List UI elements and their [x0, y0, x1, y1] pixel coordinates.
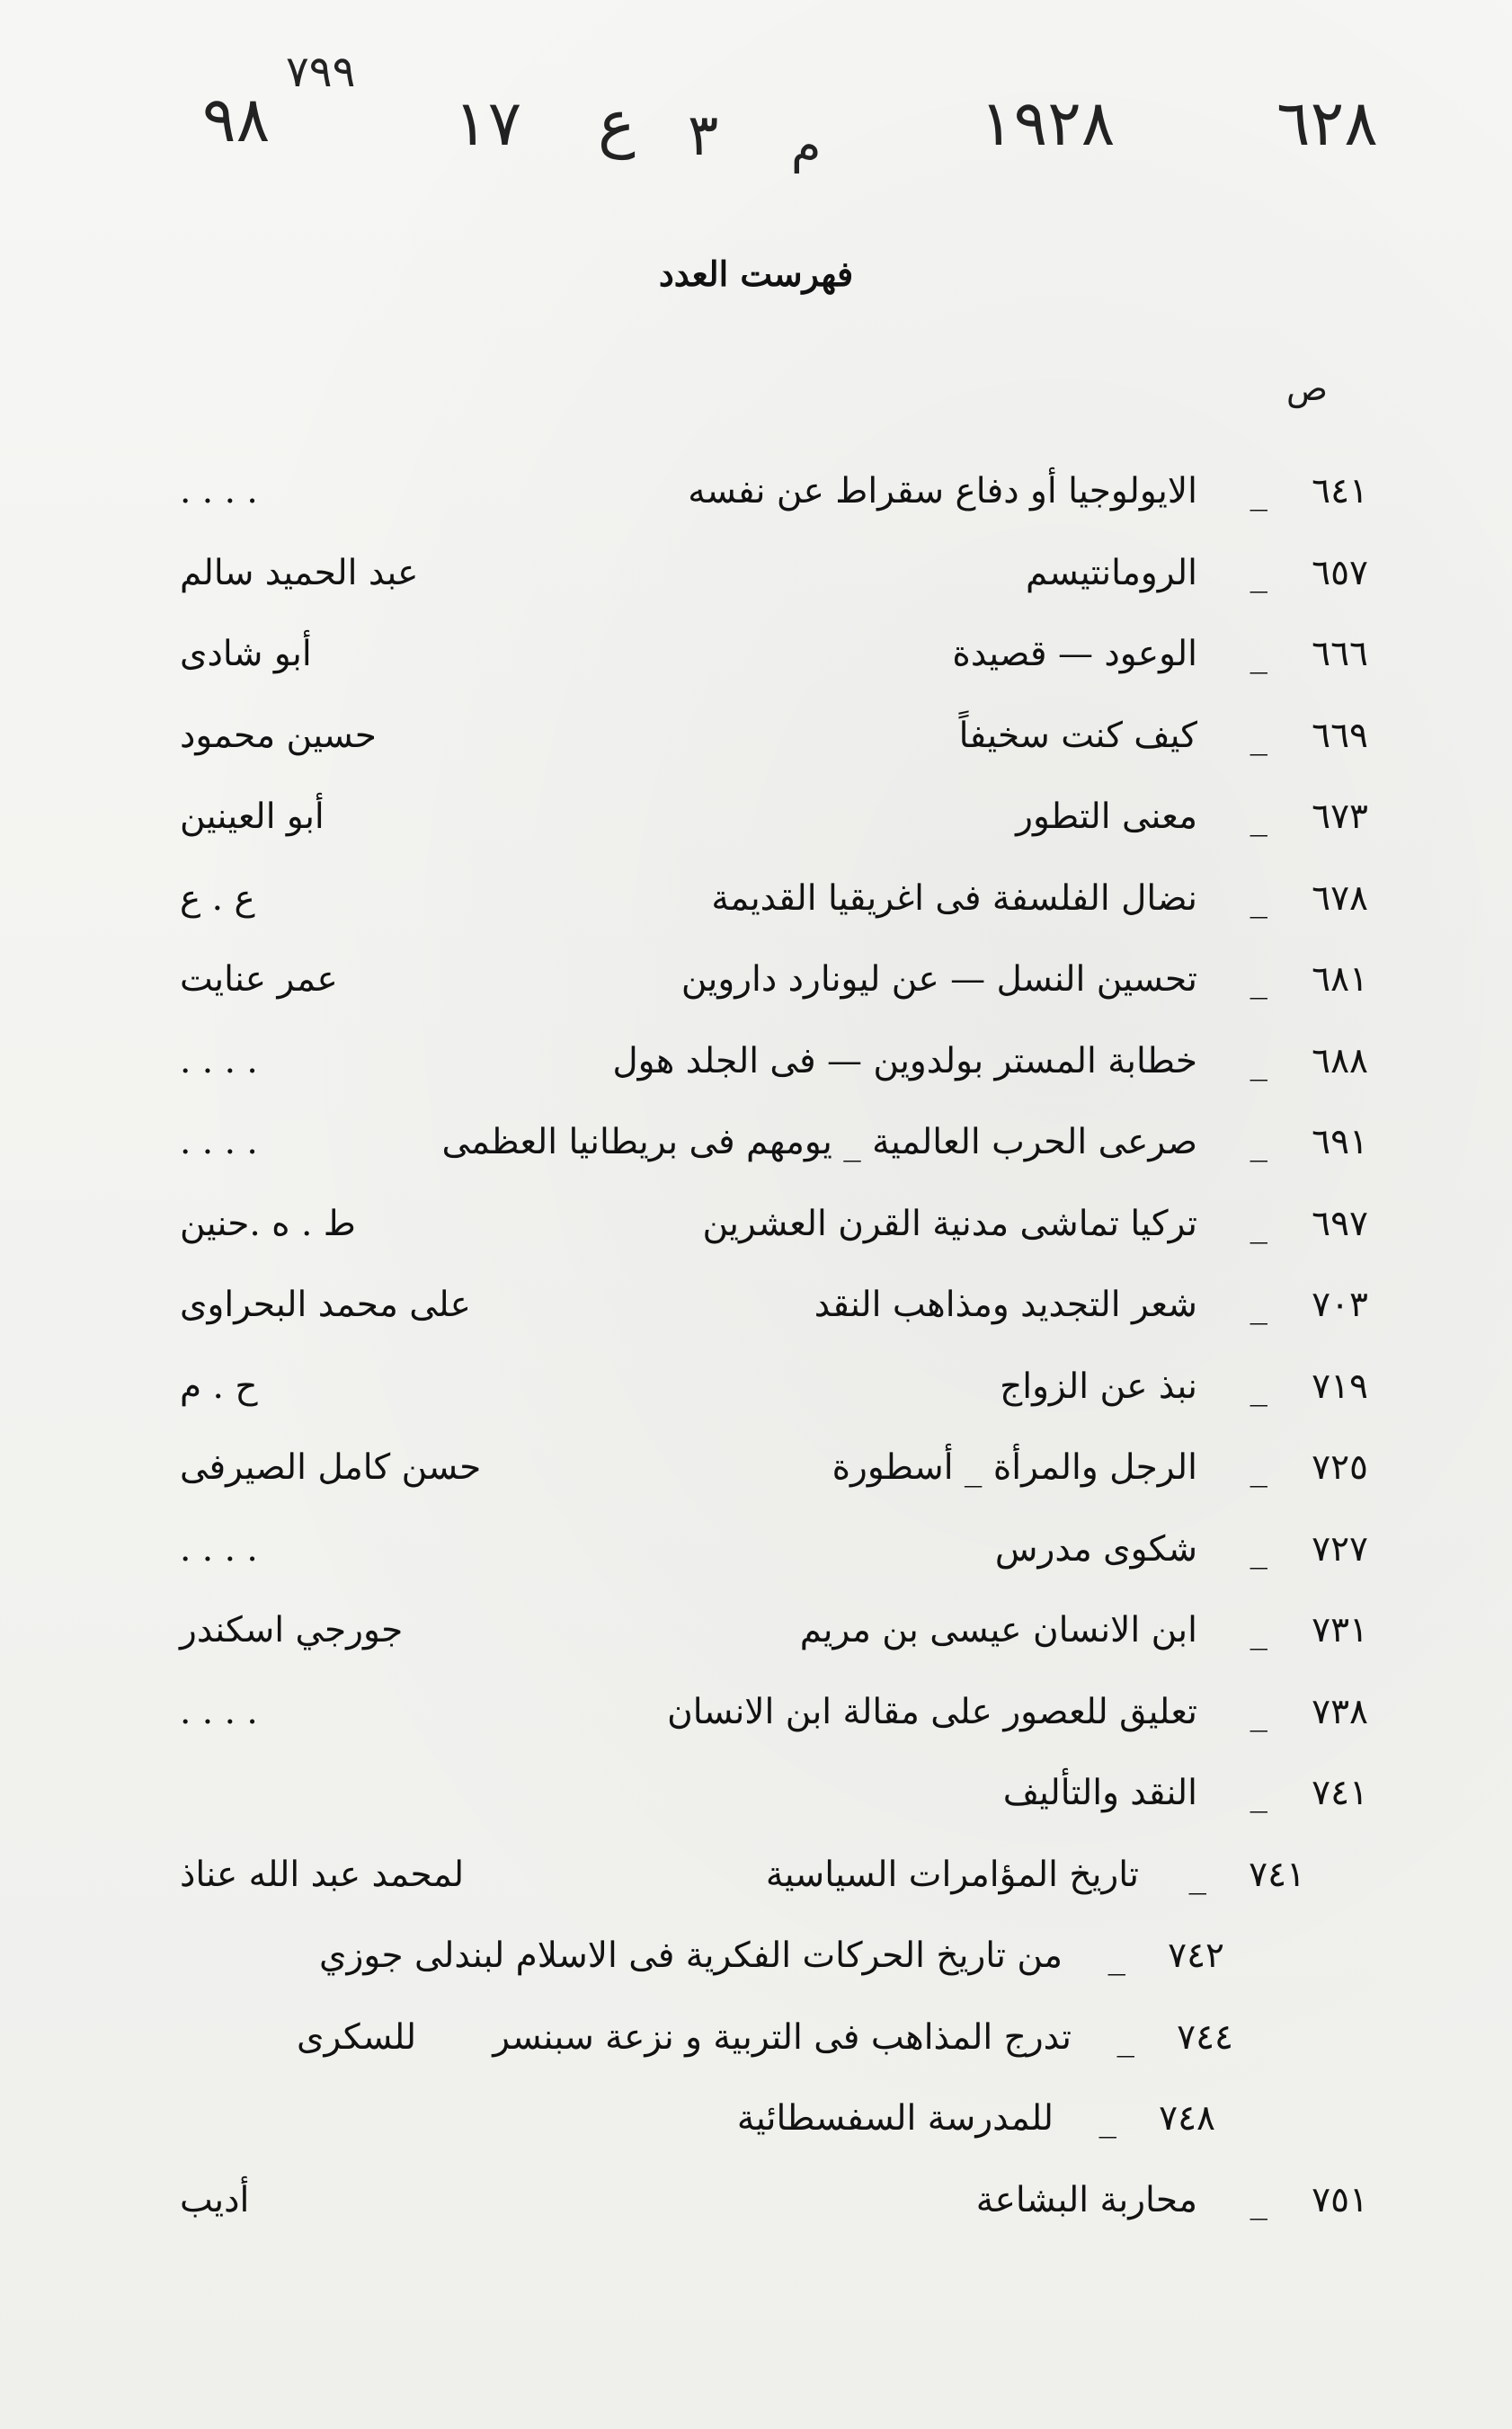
contents-entry [180, 2167, 1368, 2249]
entry-dash: _ [1250, 1691, 1267, 1732]
entry-page-number: ٦٧٨ [1312, 877, 1368, 919]
contents-entry [180, 1272, 1368, 1354]
entry-page-number: ٧٢٧ [1312, 1528, 1368, 1570]
entry-author: . . . . [180, 1691, 258, 1732]
entry-title: نضال الفلسفة فى اغريقيا القديمة [711, 877, 1197, 919]
entry-title: ابن الانسان عيسى بن مريم [799, 1610, 1197, 1650]
entry-title: كيف كنت سخيفاً [958, 715, 1197, 756]
entry-title: للمدرسة السفسطائية [736, 2098, 1054, 2139]
entry-title: تركيا تماشى مدنية القرن العشرين [702, 1203, 1197, 1244]
contents-entry [180, 1760, 1368, 1842]
contents-entry [180, 621, 1368, 703]
entry-title: من تاريخ الحركات الفكرية فى الاسلام لبندلى جوزي [318, 1935, 1063, 1976]
entry-dash: _ [1116, 2016, 1134, 2058]
handwritten-note-a: ٩٨ [202, 83, 271, 156]
entry-author: حسين محمود [180, 715, 377, 756]
handwritten-note-year: ١٩٢٨ [980, 86, 1116, 160]
handwritten-note-c: ع [598, 86, 636, 160]
entry-page-number: ٧١٩ [1312, 1366, 1368, 1407]
entry-dash: _ [1250, 634, 1267, 674]
contents-entry [180, 1109, 1368, 1191]
entry-title: تاريخ المؤامرات السياسية [765, 1854, 1139, 1895]
contents-entry [180, 1517, 1368, 1598]
entry-page-number: ٦٧٣ [1312, 796, 1368, 837]
entry-author: ح . م [180, 1366, 258, 1407]
contents-entry [180, 2005, 1368, 2086]
contents-entry [180, 1842, 1368, 1924]
entry-title: خطابة المستر بولدوين — فى الجلد هول [612, 1040, 1197, 1081]
entry-dash: _ [1188, 1854, 1206, 1895]
entry-dash: _ [1250, 1610, 1267, 1650]
entry-author: ط . ه .حنين [180, 1203, 356, 1244]
entry-title: النقد والتأليف [1002, 1773, 1197, 1813]
entry-dash: _ [1250, 1366, 1267, 1407]
entry-page-number: ٧٤١ [1249, 1854, 1305, 1895]
entry-title: معنى التطور [1016, 796, 1197, 837]
entry-dash: _ [1250, 877, 1267, 919]
entry-title: تحسين النسل — عن ليونارد داروين [680, 959, 1197, 1000]
entry-dash: _ [1250, 1528, 1267, 1570]
entry-page-number: ٦٩١ [1312, 1122, 1368, 1162]
entry-dash: _ [1250, 1773, 1267, 1813]
entry-title: الرجل والمرأة _ أسطورة [832, 1447, 1197, 1488]
entry-dash: _ [1250, 1040, 1267, 1081]
entry-dash: _ [1250, 715, 1267, 756]
entry-dash: _ [1250, 1447, 1267, 1488]
contents-entry [180, 1923, 1368, 2005]
contents-entry [180, 1191, 1368, 1273]
entry-author: . . . . [180, 471, 258, 512]
entry-page-number: ٦٦٦ [1312, 634, 1368, 674]
entry-page-number: ٧٥١ [1312, 2179, 1368, 2220]
entry-title: نبذ عن الزواج [1000, 1366, 1197, 1407]
entry-author: أبو شادى [180, 634, 312, 674]
entry-page-number: ٧٣٨ [1312, 1691, 1368, 1732]
entry-dash: _ [1250, 1122, 1267, 1162]
handwritten-note-g: ٦٢٨ [1276, 86, 1378, 160]
contents-entry [180, 458, 1368, 540]
handwritten-note-e: م [791, 117, 822, 174]
entry-author: جورجي اسكندر [180, 1610, 404, 1650]
entry-author: ع . ع [180, 877, 255, 919]
entry-dash: _ [1107, 1935, 1125, 1976]
entry-author: للسكرى [297, 2016, 417, 2058]
entry-author: . . . . [180, 1528, 258, 1570]
contents-entry [180, 1597, 1368, 1679]
contents-entry [180, 540, 1368, 622]
contents-entry [180, 866, 1368, 948]
entry-title: محاربة البشاعة [975, 2179, 1197, 2220]
page-title: فهرست العدد [658, 254, 854, 294]
contents-entry [180, 1435, 1368, 1517]
entry-page-number: ٧٤٤ [1177, 2016, 1233, 2058]
contents-entry [180, 947, 1368, 1028]
entry-title: الرومانتيسم [1026, 552, 1197, 593]
entry-dash: _ [1250, 552, 1267, 593]
entry-title: صرعى الحرب العالمية _ يومهم فى بريطانيا العظمى [441, 1122, 1197, 1162]
entry-page-number: ٧٣١ [1312, 1610, 1368, 1650]
entry-title: الوعود — قصيدة [952, 634, 1197, 674]
entry-page-number: ٧٤١ [1312, 1773, 1368, 1813]
entry-page-number: ٧٤٢ [1168, 1935, 1224, 1976]
entry-dash: _ [1250, 1285, 1267, 1325]
entry-author: . . . . [180, 1122, 258, 1162]
entry-page-number: ٦٩٧ [1312, 1203, 1368, 1244]
entry-title: تعليق للعصور على مقالة ابن الانسان [667, 1691, 1197, 1732]
entry-page-number: ٦٨٨ [1312, 1040, 1368, 1081]
entry-dash: _ [1098, 2098, 1116, 2139]
contents-list [180, 458, 1368, 2248]
entry-dash: _ [1250, 2179, 1267, 2220]
entry-page-number: ٧٤٨ [1159, 2098, 1215, 2139]
entry-page-number: ٧٢٥ [1312, 1447, 1368, 1488]
handwritten-note-b: ١٧ [454, 86, 522, 160]
entry-author: أديب [180, 2179, 250, 2220]
contents-entry [180, 1354, 1368, 1436]
entry-title: الايولوجيا أو دفاع سقراط عن نفسه [688, 471, 1197, 512]
contents-entry [180, 1028, 1368, 1110]
handwritten-note-small: ٧٩٩ [286, 47, 356, 97]
entry-page-number: ٧٠٣ [1312, 1285, 1368, 1325]
contents-entry [180, 1679, 1368, 1761]
entry-title: شكوى مدرس [994, 1528, 1197, 1570]
entry-author: أبو العينين [180, 796, 325, 837]
entry-author: على محمد البحراوى [180, 1285, 471, 1325]
entry-title: تدرج المذاهب فى التربية و نزعة سبنسر [493, 2016, 1072, 2058]
entry-page-number: ٦٥٧ [1312, 552, 1368, 593]
entry-author: عبد الحميد سالم [180, 552, 419, 593]
entry-dash: _ [1250, 1203, 1267, 1244]
entry-author: حسن كامل الصيرفى [180, 1447, 482, 1488]
entry-page-number: ٦٤١ [1312, 471, 1368, 512]
contents-entry [180, 784, 1368, 866]
page-column-label: ص [1286, 369, 1328, 408]
handwritten-note-d: ٣ [688, 102, 719, 169]
entry-page-number: ٦٨١ [1312, 959, 1368, 1000]
entry-dash: _ [1250, 471, 1267, 512]
entry-author: . . . . [180, 1040, 258, 1081]
entry-dash: _ [1250, 959, 1267, 1000]
contents-entry [180, 2086, 1368, 2167]
entry-author: لمحمد عبد الله عناذ [180, 1854, 465, 1895]
contents-entry [180, 703, 1368, 785]
entry-author: عمر عنايت [180, 959, 338, 1000]
entry-dash: _ [1250, 796, 1267, 837]
entry-page-number: ٦٦٩ [1312, 715, 1368, 756]
entry-title: شعر التجديد ومذاهب النقد [814, 1285, 1197, 1325]
